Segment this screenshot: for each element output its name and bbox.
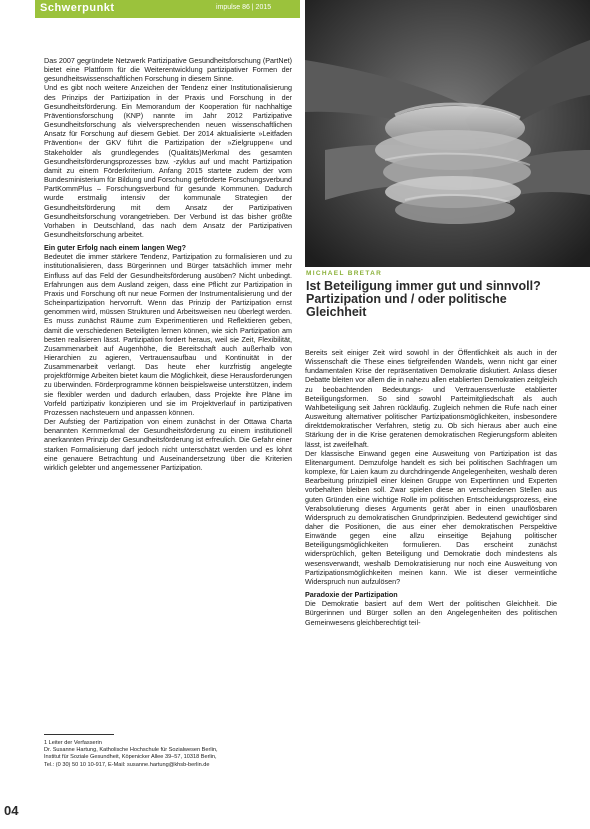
hands-illustration xyxy=(305,0,590,267)
title-line: Ist Beteiligung immer gut und sinnvoll? xyxy=(306,279,541,293)
paragraph: Bereits seit einiger Zeit wird sowohl in der Öffentlichkeit als auch in der Wissenschaft die These eines tiefgreifenden Wandels, wenn nicht gar einer fundamentalen Krise der repräsentativen Demokratie diskutiert. Anlass dieser Debatte bleiten vor allem die in nahezu allen etablierten Demokratien zeitgleich zu beobachtenden Bedeutungs- und Vertrauensverluste etablierter Beteiligungsformen. So sind sowohl Parteimitgliedschaft als auch Wahlbeteiligung seit Jahren rückläufig. Zugleich nehmen die Rufe nach einer Ausweitung alternativer politischer Partizipationsmöglichkeiten, insbesondere direktdemokratischer Verfahren, stetig zu. Ob sich hieraus aber auch eine Stärkung der in die Krise geratenen demokratischen Regierungsform ableiten lässt, ist zweifelhaft. xyxy=(305,348,557,449)
left-column xyxy=(44,56,292,472)
paragraph: Das 2007 gegründete Netzwerk Partizipative Gesundheitsforschung (PartNet) bietet eine Plattform für die Weiterentwicklung partizipativer Formen der gesundheitswissenschaftlichen Forschung in diesem Sinne. xyxy=(44,56,292,84)
title-line: Partizipation und / oder politische xyxy=(306,292,507,306)
footnote-divider xyxy=(44,734,114,735)
footnote-line: Tel.: (0 30) 50 10 10-917, E-Mail: susanne.hartung@khsb-berlin.de xyxy=(44,761,210,768)
paragraph: Der Aufstieg der Partizipation von einem zunächst in der Ottawa Charta benannten Kernmerkmal der Gesundheitsförderung zu einem institutionell anerkannten Prinzip der Gesundheitsförderung ist erfreulich. Die Gefahr einer starken Formalisierung darf jedoch nicht unterschätzt werden und es lohnt eine genauere Betrachtung und Auseinandersetzung über die Kriterien wirklich gelebter und angemessener Partizipation. xyxy=(44,417,292,472)
footnote-line: 1 Leiter der Verfasserin xyxy=(44,740,102,746)
section-header xyxy=(0,0,300,18)
author-name: MICHAEL BRETAR xyxy=(306,270,383,277)
paragraph: Bedeutet die immer stärkere Tendenz, Partizipation zu formalisieren und zu institutionalisieren, dass Bürgerinnen und Bürger tatsächlich immer mehr Einfluss auf das Feld der Gesundheitsförderung ausüben? Nicht unbedingt. Erfahrungen aus dem Ausland zeigen, dass eine Pflicht zur Partizipation in Praxis und Forschung oft nur neue Formen der Instrumentalisierung und der Scheinpartizipation hervorruft. Wenn das Prinzip der Partizipation ernst genommen wird, müssen Strukturen und Arbeitsweisen neu überlegt werden. Es muss zunächst Räume zum Experimentieren und Reflektieren geben, damit die verschiedenen Beteiligten lernen können, wie sich Partizipation am besten realisieren lässt. Partizipation fordert heraus, weil sie Zeit, Flexibilität, Zusammenarbeit auf Augenhöhe, die Bereitschaft auch außerhalb von Hierarchien zu agieren, Vertrauensaufbau und Kontinuität in der Zusammenarbeit verlangt. Das heute eher kurzfristig angelegte projektförmige Arbeiten bietet kaum die Möglichkeit, diese Herausforderungen zu überwinden. Förderprogramme können beispielsweise unterstützen, indem sie flexibler werden und dadurch erlauben, dass Projekte ihre Pläne im Vorfeld partizipativ konzipieren und sie im Projektverlauf in partizipativen Prozessen nachsteuern und anpassen können. xyxy=(44,252,292,417)
paragraph: Der klassische Einwand gegen eine Ausweitung von Partizipation ist das Elitenargument. Demzufolge handelt es sich bei politischen Sachfragen um komplexe, für Laien kaum zu durchdringende Angelegenheiten, weshalb deren Bearbeitung prinzipiell einer kleinen Gruppe von Expertinnen und Experten vorbehalten bleiben soll. Zwar spielen diese an verschiedenen Stellen aus guten Gründen eine wichtige Rolle im politischen Entscheidungsprozess, eine Verabsolutierung dieses Arguments gerät aber in einen unauflösbaren Widerspruch zu demokratischen Grundprinzipien. Bedeutend gewichtiger sind daher die Positionen, die aus einer eher demokratischen Perspektive Einwände gegen eine allzu einseitige Bejahung politischer Beteiligungsmöglichkeiten formulieren. Das erscheint zunächst widersprüchlich, gelten Beteiligung und Demokratie doch mindestens als wesensverwandt, weshalb Demokratisierung nur noch eine Ausweitung von Partizipationsmöglichkeiten meinen kann. Wie ist dieser vermeintliche Widerspruch nun aufzulösen? xyxy=(305,448,557,586)
subheading: Paradoxie der Partizipation xyxy=(305,590,398,600)
right-column xyxy=(305,348,557,627)
page-number: 04 xyxy=(4,803,19,818)
section-title: Schwerpunkt xyxy=(40,2,115,14)
subheading: Ein guter Erfolg nach einem langen Weg? xyxy=(44,243,187,253)
paragraph: Die Demokratie basiert auf dem Wert der politischen Gleichheit. Die Bürgerinnen und Bürger sollen an den Angelegenheiten des politischen Gemeinwesens gleichberechtigt teil- xyxy=(305,599,557,627)
article-title xyxy=(306,280,566,319)
stacked-hands-photo xyxy=(305,0,590,267)
issue-label: impulse 86 | 2015 xyxy=(216,4,272,11)
title-line: Gleichheit xyxy=(306,305,367,319)
footnote-line: Institut für Soziale Gesundheit, Köpenicker Allee 39–57, 10318 Berlin, xyxy=(44,754,217,761)
footnote-line: Dr. Susanne Hartung, Katholische Hochschule für Sozialwesen Berlin, xyxy=(44,747,218,754)
author-footnote xyxy=(44,740,294,769)
paragraph: Und es gibt noch weitere Anzeichen der Tendenz einer Institutionalisierung des Prinzips der Partizipation in der Praxis und Forschung in der Gesundheitsförderung. Ein Memorandum der Kooperation für nachhaltige Präventionsforschung (KNP) nannte im Jahr 2012 Partizipative Gesundheitsforschung als vielversprechenden neuen wissenschaftlichen Ansatz für Forschung auf diesem Gebiet. Der 2014 aktualisierte »Leitfaden Prävention« der GKV führt die Partizipation der »Zielgruppen« und Stakeholder als grundlegendes (Qualitäts)Merkmal des gesamten Gesundheitsförderungsprozesses bzw. -zyklus auf und macht Partizipation damit zu einem Förderkriterium. Anfang 2015 startete zudem der vom Bundesministerium für Bildung und Forschung geförderte Forschungsverbund PartKommPlus – Forschungsverbund für gesunde Kommunen. Dadurch wurde erstmalig intensiv der kommunale Strategien der Gesundheitsförderung mit dem Ansatz der Partizipativen Gesundheitsforschung vorangetrieben. Der Verbund ist das bisher größte Vorhaben in Deutschland, das nach dem Ansatz der Partizipativen Gesundheitsforschung arbeitet. xyxy=(44,83,292,239)
